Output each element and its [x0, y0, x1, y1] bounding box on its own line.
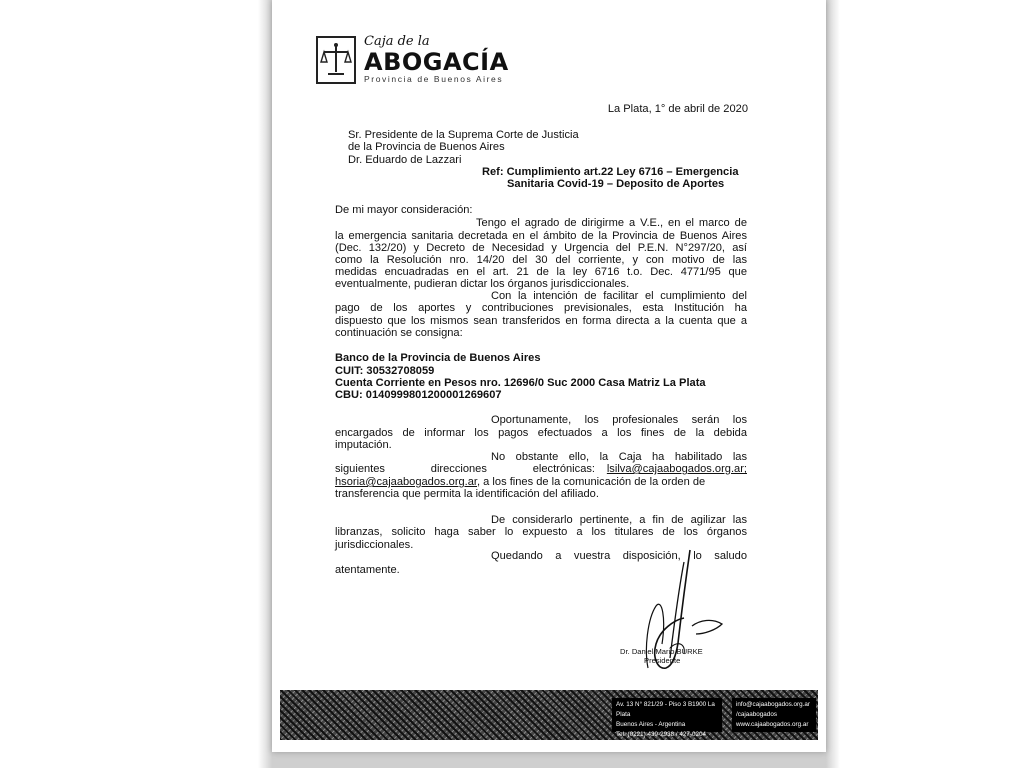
paragraph-text: , a los fines de la comunicación de la orden de [477, 476, 706, 488]
paragraph-line [335, 463, 747, 476]
paragraph-line: como la Resolución nro. 14/20 del 30 del corriente, y con motivo de las [335, 254, 747, 266]
footer-address-line: Buenos Aires - Argentina [616, 721, 686, 728]
paragraph-line: continuación se consigna: [335, 327, 463, 339]
paragraph-line: medidas encuadradas en el art. 21 de la ley 6716 t.o. Dec. 4771/95 que [335, 266, 747, 278]
closing-line: Quedando a vuestra disposición, lo saludo [491, 550, 747, 562]
closing-line: atentamente. [335, 564, 400, 576]
salutation: De mi mayor consideración: [335, 204, 473, 216]
recipient-line: Dr. Eduardo de Lazzari [348, 154, 462, 166]
paragraph-text: siguientes direcciones electrónicas: [335, 463, 595, 475]
letterhead-province: Provincia de Buenos Aires [364, 74, 504, 84]
paragraph-line: la emergencia sanitaria decretada en el ámbito de la Provincia de Buenos Aires [335, 230, 747, 242]
paragraph-line: transferencia que permita la identificación del afiliado. [335, 488, 599, 500]
footer-address-line: Av. 13 N° 821/29 - Piso 3 B1900 La Plata [616, 701, 715, 718]
recipient-line: Sr. Presidente de la Suprema Corte de Justicia [348, 129, 579, 141]
email-link-hsoria[interactable]: hsoria@cajaabogados.org.ar [335, 476, 478, 488]
footer-social[interactable]: /cajaabogados [736, 711, 777, 718]
bank-name: Banco de la Provincia de Buenos Aires [335, 352, 541, 364]
reference-line: Ref: Cumplimiento art.22 Ley 6716 – Emergencia [482, 166, 739, 178]
paragraph-line: eventualmente, pudieran dictar los órganos jurisdiccionales. [335, 278, 630, 290]
paragraph-line [335, 476, 705, 489]
paragraph-line: jurisdiccionales. [335, 539, 414, 551]
paragraph-line: Tengo el agrado de dirigirme a V.E., en el marco de [476, 217, 747, 229]
bank-cuit: CUIT: 30532708059 [335, 365, 435, 377]
paragraph-line: De considerarlo pertinente, a fin de agilizar las [491, 514, 747, 526]
signatory-name: Dr. Daniel Mario BURKE [620, 647, 703, 656]
signatory-title: Presidente [644, 656, 681, 665]
letterhead-brand: ABOGACÍA [364, 48, 509, 76]
date-line: La Plata, 1° de abril de 2020 [607, 103, 748, 115]
footer-website[interactable]: www.cajaabogados.org.ar [736, 721, 809, 728]
paragraph-line: libranzas, solicito haga saber lo expuesto a los titulares de los órganos [335, 526, 747, 538]
scales-emblem-icon [316, 36, 356, 84]
email-link-lsilva[interactable]: lsilva@cajaabogados.org.ar; [606, 463, 747, 475]
paragraph-line: dispuesto que los mismos sean transferidos en forma directa a la cuenta que a [335, 315, 747, 327]
paragraph-line: pago de los aportes y contribuciones previsionales, esta Institución ha [335, 302, 747, 314]
bank-cbu: CBU: 0140999801200001269607 [335, 389, 502, 401]
letter-page [272, 0, 826, 752]
footer-address [612, 698, 722, 738]
paragraph-line: encargados de informar los pagos efectuados a los fines de la debida [335, 427, 747, 439]
paragraph-line: No obstante ello, la Caja ha habilitado las [491, 451, 747, 463]
letterhead-script: Caja de la [364, 34, 430, 49]
letterhead-logo [316, 34, 509, 86]
footer-band [280, 690, 818, 740]
paragraph-line: Oportunamente, los profesionales serán los [491, 414, 747, 426]
reference-line: Sanitaria Covid-19 – Deposito de Aportes [507, 178, 725, 190]
paragraph-line: (Dec. 132/20) y Decreto de Necesidad y Urgencia del P.E.N. N°297/20, así [335, 242, 747, 254]
paragraph-line: imputación. [335, 439, 392, 451]
footer-contacts [732, 698, 816, 732]
footer-phone: Tel. (0221) 439-2938 / 427-0204 [616, 731, 706, 738]
bank-account: Cuenta Corriente en Pesos nro. 12696/0 Suc 2000 Casa Matriz La Plata [335, 377, 706, 389]
footer-email[interactable]: info@cajaabogados.org.ar [736, 701, 810, 708]
recipient-line: de la Provincia de Buenos Aires [348, 141, 505, 153]
paragraph-line: Con la intención de facilitar el cumplimiento del [491, 290, 747, 302]
